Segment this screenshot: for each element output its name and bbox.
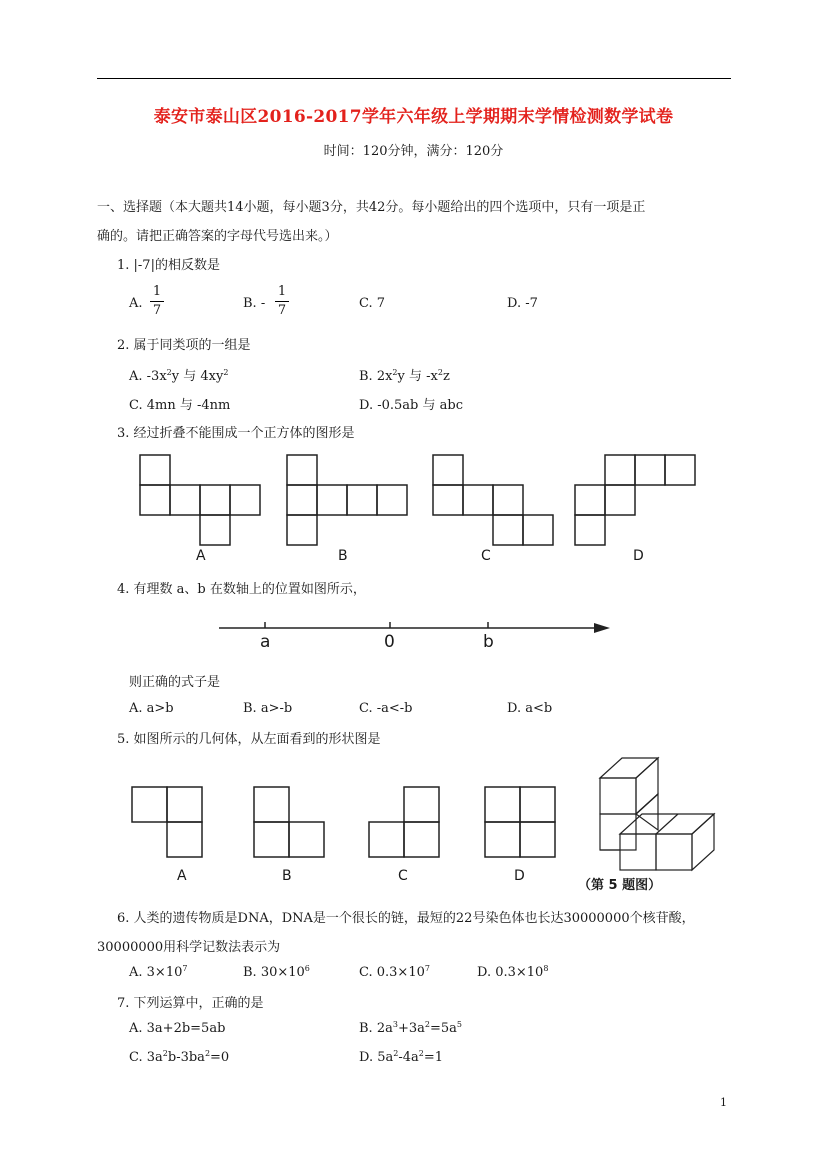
- q2-option-b: B. $2x^2y$ 与 $-x^2z$: [359, 368, 450, 384]
- section-intro-line1: 一、选择题（本大题共14小题，每小题3分，共42分。每小题给出的四个选项中，只有一项是正: [97, 200, 646, 215]
- q6-line2: 30000000用科学记数法表示为: [97, 940, 281, 955]
- q5-label-b: B: [282, 868, 292, 884]
- q6-option-c: C. $0.3\times 10^7$: [359, 964, 430, 980]
- view-c: [369, 787, 439, 857]
- q7-option-d: D. $5a^2-4a^2=1$: [359, 1049, 444, 1065]
- net-d: [575, 455, 695, 545]
- q5-label-d: D: [514, 868, 525, 884]
- q1-option-c: C. 7: [359, 296, 386, 311]
- view-d: [485, 787, 555, 857]
- q1-option-b-fraction: [275, 284, 289, 319]
- q5-figure-caption: （第 5 题图）: [578, 878, 662, 893]
- q6-line1: 6. 人类的遗传物质是DNA，DNA是一个很长的链，最短的22号染色体也长达30000000个核苷酸，: [117, 911, 695, 926]
- fraction-denominator: 7: [277, 303, 287, 318]
- section-intro-line2: 确的。请把正确答案的字母代号选出来。）: [97, 229, 338, 244]
- q6-option-d: D. $0.3\times 10^8$: [477, 964, 549, 980]
- q7-option-a: A. 3a+2b=5ab: [129, 1021, 226, 1036]
- q1-option-b-prefix: B. -: [243, 296, 266, 311]
- header-rule: [97, 78, 731, 79]
- q4-option-d: D. a<b: [507, 701, 553, 716]
- fraction-denominator: 7: [152, 303, 162, 318]
- axis-label-b: b: [483, 632, 494, 652]
- q5-stem: 5. 如图所示的几何体，从左面看到的形状图是: [117, 732, 381, 747]
- net-c: [433, 455, 553, 545]
- page-number: 1: [720, 1096, 727, 1109]
- net-b: [287, 455, 407, 545]
- exam-subtitle: 时间：120分钟，满分：120分: [323, 144, 504, 159]
- view-a: [132, 787, 202, 857]
- q5-label-a: A: [177, 868, 187, 884]
- q7-option-b: B. $2a^3+3a^2=5a^5$: [359, 1020, 462, 1036]
- q4-stem: 4. 有理数 a、b 在数轴上的位置如图所示，: [117, 582, 366, 597]
- q7-stem: 7. 下列运算中，正确的是: [117, 996, 264, 1011]
- q2-option-d: D. -0.5ab 与 abc: [359, 398, 463, 413]
- q1-option-a-fraction: [150, 284, 164, 319]
- q4-option-a: A. a>b: [129, 701, 174, 716]
- net-a: [140, 455, 260, 545]
- q3-label-b: B: [338, 548, 348, 564]
- axis-label-zero: 0: [384, 632, 395, 652]
- q4-option-b: B. a>-b: [243, 701, 293, 716]
- q6-option-b: B. $30\times 10^6$: [243, 964, 310, 980]
- q6-option-a: A. $3\times 10^7$: [129, 964, 188, 980]
- solid-figure: [600, 758, 714, 870]
- q3-label-a: A: [196, 548, 206, 564]
- q4-number-line: [0, 614, 827, 654]
- q3-cube-nets: [0, 450, 827, 570]
- q4-option-c: C. -a<-b: [359, 701, 413, 716]
- view-b: [254, 787, 324, 857]
- q5-figures: [0, 750, 827, 890]
- fraction-numerator: 1: [277, 284, 287, 299]
- q1-option-d: D. -7: [507, 296, 538, 311]
- q5-label-c: C: [398, 868, 408, 884]
- q7-option-c: C. $3a^2b-3ba^2=0$: [129, 1049, 230, 1065]
- q2-stem: 2. 属于同类项的一组是: [117, 338, 251, 353]
- q3-stem: 3. 经过折叠不能围成一个正方体的图形是: [117, 426, 355, 441]
- q3-label-d: D: [633, 548, 644, 564]
- q1-option-a-prefix: A.: [129, 296, 143, 311]
- q2-option-a: A. $-3x^2y$ 与 $4xy^2$: [129, 368, 229, 384]
- q3-label-c: C: [481, 548, 491, 564]
- axis-label-a: a: [260, 632, 271, 652]
- exam-title: 泰安市泰山区2016-2017学年六年级上学期期末学情检测数学试卷: [153, 107, 674, 127]
- q4-stem2: 则正确的式子是: [129, 675, 221, 690]
- q1-stem: 1. |-7|的相反数是: [117, 258, 220, 273]
- q2-option-c: C. 4mn 与 -4nm: [129, 398, 231, 413]
- fraction-numerator: 1: [152, 284, 162, 299]
